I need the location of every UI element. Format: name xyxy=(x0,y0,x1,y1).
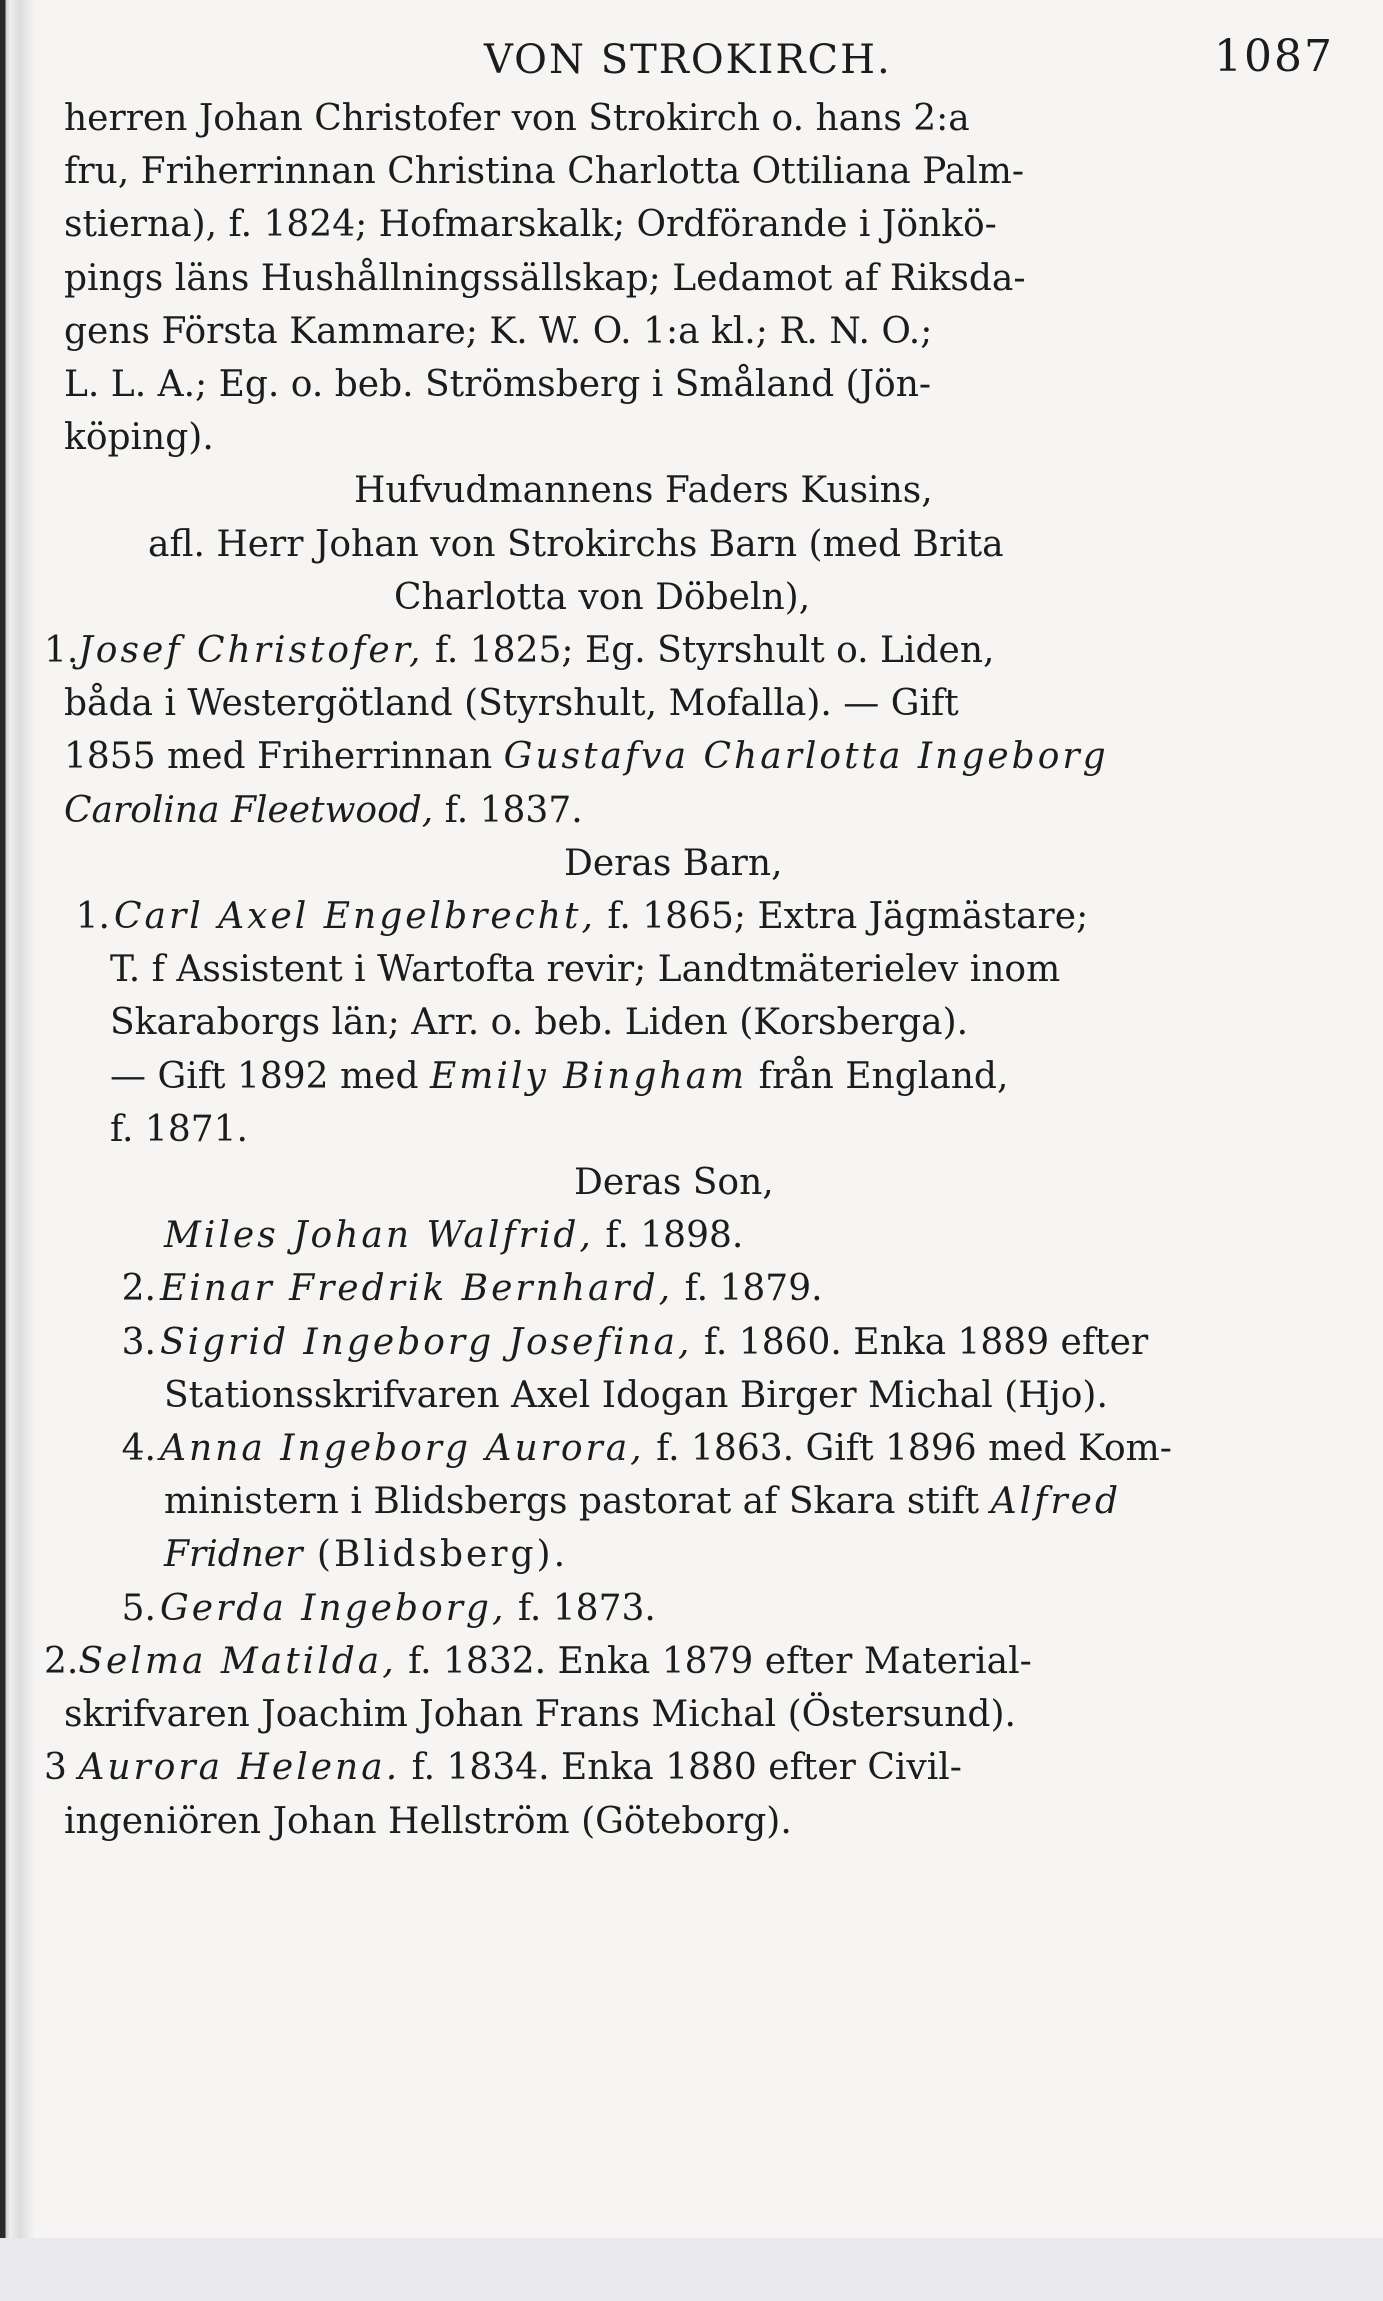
person-name: Fridner xyxy=(164,1534,303,1576)
person-name: Alfred xyxy=(990,1481,1121,1523)
text-line: f. 1865; Extra Jägmästare; xyxy=(595,896,1089,938)
running-title: VON STROKIRCH. xyxy=(484,37,892,83)
text-line: gens Första Kammare; K. W. O. 1:a kl.; R. N. O.; xyxy=(64,310,933,352)
entry-number: 1. xyxy=(75,896,110,938)
text-line: köping). xyxy=(64,417,214,459)
heading-line: Charlotta von Döbeln), xyxy=(394,576,811,618)
person-name: Josef Christofer, xyxy=(78,630,424,672)
deras-son-heading: Deras Son, xyxy=(574,1162,774,1204)
text-line: Skaraborgs län; Arr. o. beb. Liden (Korsberga). xyxy=(110,1002,969,1044)
entry-number: 3 xyxy=(44,1747,67,1789)
grandson-miles xyxy=(64,1209,1334,1262)
text-line: pings läns Hushållningssällskap; Ledamot af Riksda- xyxy=(64,257,1026,299)
entry-josef xyxy=(44,624,1334,837)
person-name: Carl Axel Engelbrecht, xyxy=(114,896,596,938)
page-content xyxy=(44,20,1334,1848)
heading-line: Hufvudmannens Faders Kusins, xyxy=(354,470,933,512)
child-einar xyxy=(64,1262,1334,1315)
text-line: 1855 med Friherrinnan xyxy=(64,736,504,778)
text-line: Stationsskrifvaren Axel Idogan Birger Michal (Hjo). xyxy=(164,1374,1108,1416)
text-line: herren Johan Christofer von Strokirch o. hans 2:a xyxy=(64,98,970,139)
text-line: fru, Friherrinnan Christina Charlotta Ottiliana Palm- xyxy=(64,151,1025,193)
text-line: f. 1879. xyxy=(673,1268,823,1310)
entry-aurora xyxy=(44,1741,1334,1847)
child-anna xyxy=(64,1422,1334,1582)
person-name: Einar Fredrik Bernhard, xyxy=(160,1268,674,1310)
text-line: f. 1871. xyxy=(110,1108,248,1150)
child-carl xyxy=(64,890,1334,1156)
text-line: stierna), f. 1824; Hofmarskalk; Ordförande i Jönkö- xyxy=(64,204,997,246)
text-line: f. 1834. Enka 1880 efter Civil- xyxy=(400,1747,962,1789)
text-line: f. 1873. xyxy=(506,1587,656,1629)
person-name: Anna Ingeborg Aurora, xyxy=(160,1428,645,1470)
text-line: båda i Westergötland (Styrshult, Mofalla). — Gift xyxy=(64,683,959,725)
text-line: skrifvaren Joachim Johan Frans Michal (Östersund). xyxy=(64,1694,1016,1736)
page-binding-edge xyxy=(0,0,34,2238)
person-name: Aurora Helena. xyxy=(78,1747,401,1789)
entry-number: 2. xyxy=(121,1268,156,1310)
entry-number: 2. xyxy=(44,1640,79,1682)
section-heading xyxy=(64,464,1334,624)
text-line: ministern i Blidsbergs pastorat af Skara stift xyxy=(164,1481,991,1523)
person-name: Sigrid Ingeborg Josefina, xyxy=(160,1321,693,1363)
entry-number: 4. xyxy=(121,1428,156,1470)
text-line: T. f Assistent i Wartofta revir; Landtmäterielev inom xyxy=(110,949,1061,991)
entry-number: 3. xyxy=(121,1321,156,1363)
person-name: Gerda Ingeborg, xyxy=(160,1587,507,1629)
text-line: f. 1898. xyxy=(593,1215,744,1257)
heading-line: afl. Herr Johan von Strokirchs Barn (med Brita xyxy=(148,523,1004,565)
entry-number: 1. xyxy=(44,630,79,672)
intro-paragraph xyxy=(64,92,1334,464)
text-line: f. 1837. xyxy=(433,789,583,831)
person-name: Emily Bingham xyxy=(429,1055,748,1097)
person-name: Selma Matilda, xyxy=(78,1640,397,1682)
text-line: f. 1860. Enka 1889 efter xyxy=(692,1321,1149,1363)
text-line: f. 1832. Enka 1879 efter Material- xyxy=(396,1640,1032,1682)
text-line: ingeniören Johan Hellström (Göteborg). xyxy=(64,1800,792,1842)
entry-number: 5. xyxy=(121,1587,156,1629)
running-header xyxy=(64,20,1334,92)
text-line: f. 1863. Gift 1896 med Kom- xyxy=(644,1428,1172,1470)
text-line: från England, xyxy=(747,1055,1009,1097)
child-sigrid xyxy=(64,1316,1334,1422)
child-gerda xyxy=(64,1582,1334,1635)
person-name: Gustafva Charlotta Ingeborg xyxy=(503,736,1109,778)
text-line: (Blidsberg). xyxy=(302,1534,569,1576)
page-number: 1087 xyxy=(1214,31,1334,82)
text-line: — Gift 1892 med xyxy=(110,1055,430,1097)
person-name: Miles Johan Walfrid, xyxy=(164,1215,594,1257)
text-line: L. L. A.; Eg. o. beb. Strömsberg i Småland (Jön- xyxy=(64,364,932,406)
person-name: Carolina Fleetwood, xyxy=(64,789,434,831)
deras-barn-heading: Deras Barn, xyxy=(564,842,783,884)
entry-selma xyxy=(44,1635,1334,1741)
text-line: f. 1825; Eg. Styrshult o. Liden, xyxy=(423,630,995,672)
